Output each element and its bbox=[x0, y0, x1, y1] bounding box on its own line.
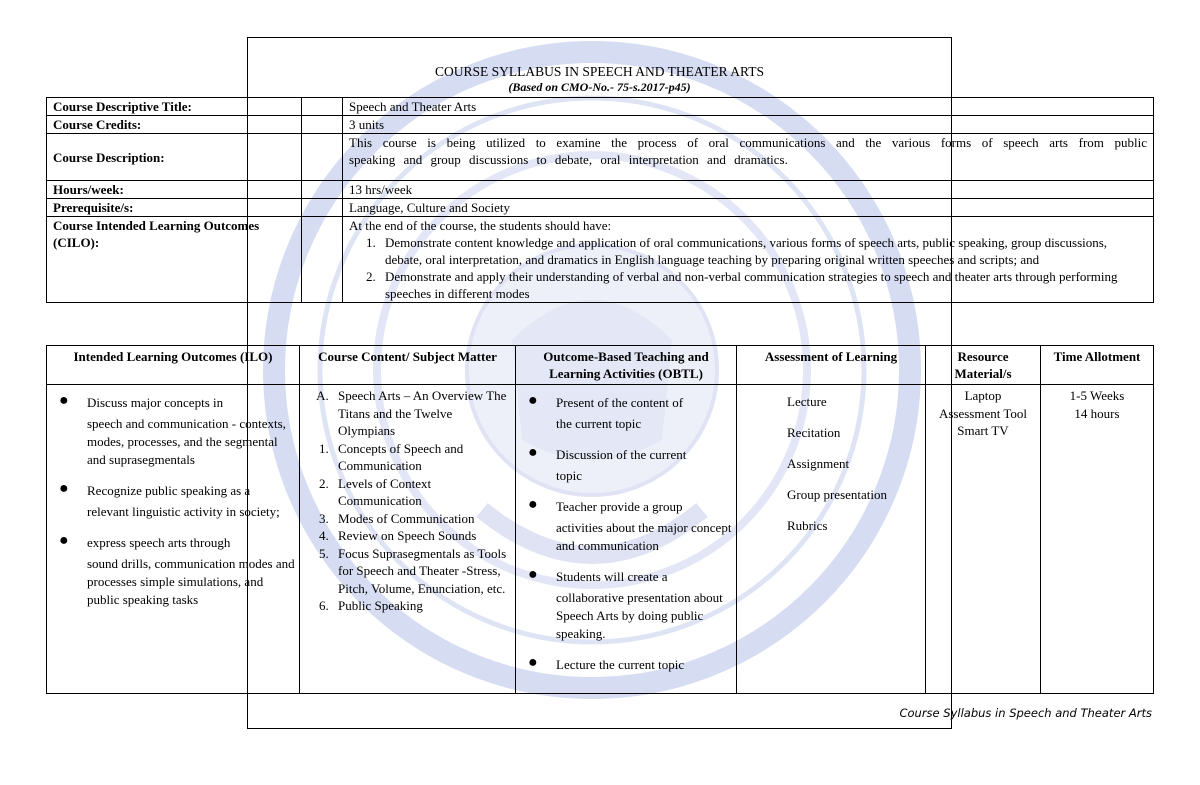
label-credits: Course Credits: bbox=[47, 116, 302, 134]
assessment-item: Assignment bbox=[787, 456, 850, 471]
content-list bbox=[304, 440, 511, 615]
ilo-item bbox=[51, 391, 295, 469]
label-description: Course Description: bbox=[47, 134, 302, 181]
header-row bbox=[47, 346, 1154, 385]
header-resources: Resource Material/s bbox=[926, 346, 1041, 385]
resource-item: Smart TV bbox=[957, 423, 1009, 438]
obtl-item-rest: activities about the major concept and communication bbox=[556, 520, 732, 553]
spacer-cell bbox=[302, 98, 343, 116]
assessment-item: Lecture bbox=[787, 394, 827, 409]
obtl-item bbox=[520, 391, 732, 433]
cilo-intro: At the end of the course, the students should have: bbox=[349, 218, 612, 233]
label-hours: Hours/week: bbox=[47, 181, 302, 199]
resource-item: Assessment Tool bbox=[938, 405, 1028, 421]
bullet-icon: ● bbox=[528, 566, 538, 583]
bullet-icon: ● bbox=[528, 444, 538, 461]
syllabus-title: COURSE SYLLABUS IN SPEECH AND THEATER ARTS bbox=[435, 64, 764, 79]
content-list-a bbox=[304, 387, 511, 440]
content-item: 2. Levels of Context Communication bbox=[332, 475, 511, 510]
obtl-item-rest: collaborative presentation about Speech Arts by doing public speaking. bbox=[556, 590, 723, 641]
syllabus-subtitle: (Based on CMO-No.- 75-s.2017-p45) bbox=[508, 80, 691, 94]
header-assessment: Assessment of Learning bbox=[737, 346, 926, 385]
value-title: Speech and Theater Arts bbox=[343, 98, 1154, 116]
obtl-item bbox=[520, 653, 732, 677]
ilo-item-rest: sound drills, communication modes and processes simple simulations, and public speaking tasks bbox=[87, 556, 295, 607]
ilo-item-first: Discuss major concepts in bbox=[87, 395, 224, 410]
content-item: 6. Public Speaking bbox=[332, 597, 511, 615]
obtl-item bbox=[520, 443, 732, 485]
ilo-item bbox=[51, 531, 295, 609]
bullet-icon: ● bbox=[528, 496, 538, 513]
bullet-icon: ● bbox=[528, 392, 538, 409]
label-prerequisite: Prerequisite/s: bbox=[47, 199, 302, 217]
page-footer: Course Syllabus in Speech and Theater Arts bbox=[899, 706, 1152, 720]
row-credits bbox=[47, 116, 1154, 134]
header-ilo: Intended Learning Outcomes (ILO) bbox=[47, 346, 300, 385]
assessment-item: Rubrics bbox=[787, 518, 828, 533]
header-time: Time Allotment bbox=[1041, 346, 1154, 385]
bullet-icon: ● bbox=[59, 532, 69, 549]
obtl-item-rest: the current topic bbox=[556, 416, 642, 431]
obtl-item-first: Discussion of the current bbox=[556, 447, 687, 462]
obtl-item bbox=[520, 565, 732, 643]
syllabus-table bbox=[46, 345, 1154, 694]
cilo-item: 2. Demonstrate and apply their understanding of verbal and non-verbal communication strategies to speech and theater arts through performing speeches in different modes bbox=[379, 268, 1147, 302]
value-hours: 13 hrs/week bbox=[343, 181, 1154, 199]
obtl-cell bbox=[516, 385, 737, 694]
value-prerequisite: Language, Culture and Society bbox=[343, 199, 1154, 217]
label-title: Course Descriptive Title: bbox=[47, 98, 302, 116]
ilo-item bbox=[51, 479, 295, 521]
obtl-item bbox=[520, 495, 732, 555]
content-row bbox=[47, 385, 1154, 694]
time-cell bbox=[1041, 385, 1154, 694]
row-title bbox=[47, 98, 1154, 116]
bullet-icon: ● bbox=[59, 392, 69, 409]
resources-cell bbox=[926, 385, 1041, 694]
cilo-list bbox=[379, 234, 1147, 302]
spacer-cell bbox=[302, 217, 343, 303]
content-item: 5. Focus Suprasegmentals as Tools for Speech and Theater -Stress, Pitch, Volume, Enunciation, etc. bbox=[332, 545, 511, 598]
value-description: This course is being utilized to examine the process of oral communications and the various forms of speech arts from public speaking and group discussions to debate, oral interpretation and dramatics. bbox=[343, 134, 1154, 181]
spacer-cell bbox=[302, 134, 343, 181]
row-cilo bbox=[47, 217, 1154, 303]
ilo-item-first: Recognize public speaking as a bbox=[87, 483, 251, 498]
header-content: Course Content/ Subject Matter bbox=[300, 346, 516, 385]
obtl-item-first: Students will create a bbox=[556, 569, 668, 584]
obtl-list bbox=[520, 391, 732, 677]
row-description bbox=[47, 134, 1154, 181]
obtl-item-rest: topic bbox=[556, 468, 582, 483]
obtl-item-first: Lecture the current topic bbox=[556, 657, 685, 672]
time-weeks: 1-5 Weeks bbox=[1069, 388, 1125, 403]
ilo-item-first: express speech arts through bbox=[87, 535, 231, 550]
content-item: A. Speech Arts – An Overview The Titans and the Twelve Olympians bbox=[332, 387, 511, 440]
value-cilo bbox=[343, 217, 1154, 303]
content-item: 3. Modes of Communication bbox=[332, 510, 511, 528]
spacer-cell bbox=[302, 116, 343, 134]
bullet-icon: ● bbox=[528, 654, 538, 671]
time-hours: 14 hours bbox=[1074, 405, 1120, 421]
assessment-item: Group presentation bbox=[787, 487, 888, 502]
row-prerequisite bbox=[47, 199, 1154, 217]
obtl-item-first: Present of the content of bbox=[556, 395, 684, 410]
ilo-item-rest: speech and communication - contexts, modes, processes, and the segmental and suprasegmentals bbox=[87, 416, 286, 467]
ilo-list bbox=[51, 391, 295, 609]
content-cell bbox=[300, 385, 516, 694]
resource-item: Laptop bbox=[964, 388, 1002, 403]
header-obtl: Outcome-Based Teaching and Learning Activities (OBTL) bbox=[516, 346, 737, 385]
cilo-item: 1. Demonstrate content knowledge and application of oral communications, various forms of speech arts, public speaking, group discussions, debate, oral interpretation, and dramatics in English language teaching by preparing original written speeches and scripts; and bbox=[379, 234, 1147, 268]
value-credits: 3 units bbox=[343, 116, 1154, 134]
content-item: 1. Concepts of Speech and Communication bbox=[332, 440, 511, 475]
bullet-icon: ● bbox=[59, 480, 69, 497]
course-info-table bbox=[46, 97, 1154, 303]
content-item: 4. Review on Speech Sounds bbox=[332, 527, 511, 545]
spacer-cell bbox=[302, 181, 343, 199]
ilo-item-rest: relevant linguistic activity in society; bbox=[87, 504, 280, 519]
assessment-cell bbox=[737, 385, 926, 694]
obtl-item-first: Teacher provide a group bbox=[556, 499, 683, 514]
row-hours bbox=[47, 181, 1154, 199]
label-cilo: Course Intended Learning Outcomes (CILO): bbox=[47, 217, 302, 303]
ilo-cell bbox=[47, 385, 300, 694]
assessment-item: Recitation bbox=[787, 425, 841, 440]
spacer-cell bbox=[302, 199, 343, 217]
